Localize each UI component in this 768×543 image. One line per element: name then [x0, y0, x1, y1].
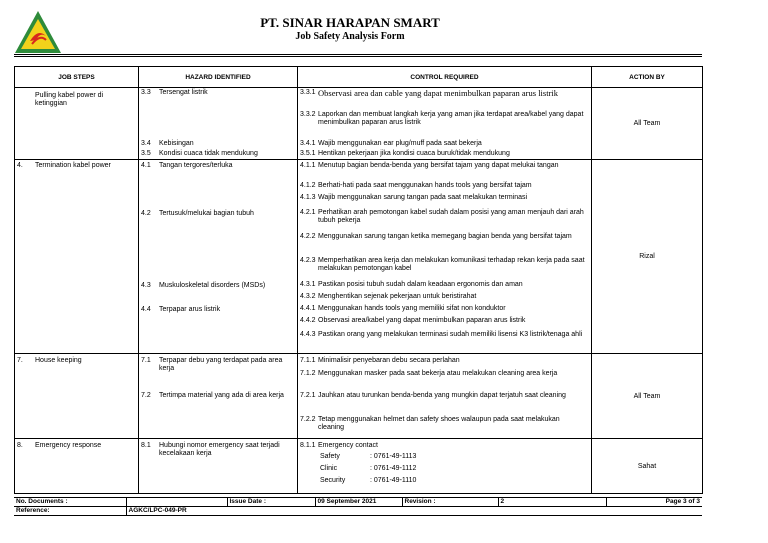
- table-row: 4. Termination kabel power 4.1 Tangan tergores/terluka 4.2 Tertusuk/melukai bagian tubuh 4.3 Muskuloskeletal disorders (MSDs) 4.4 Terpapar arus listrik 4.1.1 Menutup bagian benda-benda yang bersifat tajam yang dapat melukai tangan 4.1.2 Berhati-hati pada saat menggunakan hands tools yang bersifat tajam 4.1.3 Wajib menggunakan sarung tangan pada saat melakukan terminasi 4.2.1 Perhatikan arah pemotongan kabel sudah dalam posisi yang aman menjauh dari arah tubuh pekerja 4.2.2 Menggunakan sarung tangan ketika memegang bagian benda yang bersifat tajam 4.2.3 Memperhatikan area kerja dan melakukan komunikasi terhadap rekan kerja pada saat melakukan pemotongan kabel 4.3.1 Pastikan posisi tubuh sudah dalam keadaan ergonomis dan aman 4.3.2 Menghentikan sejenak pekerjaan untuk beristirahat 4.4.1 Menggunakan hands tools yang memiliki sifat non konduktor 4.4.2 Observasi area/kabel yang dapat menimbulkan paparan arus listrik 4.4.3 Pastikan orang yang melakukan terminasi sudah memiliki lisensi K3 listrik/tenaga ahli Rizal: [15, 160, 703, 354]
- hazard-item: Tertimpa material yang ada di area kerja: [159, 392, 284, 399]
- control-item: Menutup bagian benda-benda yang bersifat tajam yang dapat melukai tangan: [318, 162, 559, 169]
- jsa-table: [14, 66, 703, 494]
- company-name: PT. SINAR HARAPAN SMART: [260, 15, 440, 30]
- job-step: Emergency response: [35, 442, 102, 449]
- hazard-item: Terpapar arus listrik: [159, 306, 221, 313]
- revision-label: Revision :: [402, 498, 498, 507]
- job-step: House keeping: [35, 357, 82, 364]
- action-by: Rizal: [592, 160, 703, 354]
- control-item: Observasi area dan cable yang dapat menimbulkan paparan arus listrik: [318, 88, 559, 98]
- contact-label: Security: [320, 477, 346, 484]
- hazard-item: Kebisingan: [159, 140, 194, 147]
- hazard-item: Kondisi cuaca tidak mendukung: [159, 150, 258, 157]
- table-row: Pulling kabel power di ketinggian 3.3 Tersengat listrik 3.4 Kebisingan 3.5 Kondisi cuaca tidak mendukung 3.3.1 Observasi area dan cable yang dapat menimbulkan paparan arus listrik 3.3.2 Laporkan dan membuat langkah kerja yang aman jika terdapat area/kabel yang dapat menimbulkan paparan arus listrik 3.4.1 Wajib menggunakan ear plug/muff pada saat bekerja 3.5.1 Hentikan pekerjaan jika kondisi cuaca buruk/tidak mendukung All Team: [15, 88, 703, 160]
- reference-label: Reference:: [14, 507, 126, 516]
- col-control: CONTROL REQUIRED: [298, 67, 592, 88]
- hazard-item: Terpapar debu yang terdapat pada area kerja: [159, 357, 283, 372]
- control-item: Wajib menggunakan sarung tangan pada saat melakukan terminasi: [318, 194, 528, 201]
- page-number: Page 3 of 3: [606, 498, 702, 507]
- control-item: Perhatikan arah pemotongan kabel sudah dalam posisi yang aman menjauh dari arah tubuh pekerja: [318, 209, 584, 224]
- job-step: Pulling kabel power di ketinggian: [35, 92, 104, 107]
- control-item: Minimalisir penyebaran debu secara perlahan: [318, 357, 460, 364]
- col-job-steps: JOB STEPS: [15, 67, 139, 88]
- hazard-item: Tangan tergores/terluka: [159, 162, 233, 169]
- control-item: Pastikan posisi tubuh sudah dalam keadaan ergonomis dan aman: [318, 281, 523, 288]
- control-item: Hentikan pekerjaan jika kondisi cuaca buruk/tidak mendukung: [318, 150, 510, 157]
- action-by: All Team: [592, 88, 703, 160]
- doc-number-label: No. Documents :: [14, 498, 126, 507]
- control-item: Berhati-hati pada saat menggunakan hands tools yang bersifat tajam: [318, 182, 532, 189]
- contact-number: : 0761-49-1113: [370, 453, 417, 460]
- form-title: Job Safety Analysis Form: [295, 31, 405, 42]
- document-footer: [14, 497, 702, 516]
- issue-date-label: Issue Date :: [227, 498, 315, 507]
- col-hazard: HAZARD IDENTIFIED: [139, 67, 298, 88]
- hazard-item: Muskuloskeletal disorders (MSDs): [159, 282, 266, 289]
- hazard-item: Tersengat listrik: [159, 89, 208, 96]
- control-item: Wajib menggunakan ear plug/muff pada saat bekerja: [318, 140, 482, 147]
- control-item: Emergency contact: [318, 442, 378, 449]
- control-item: Tetap menggunakan helmet dan safety shoes walaupun pada saat melakukan cleaning: [318, 416, 560, 431]
- control-item: Menggunakan sarung tangan ketika memegang bagian benda yang bersifat tajam: [318, 233, 572, 240]
- action-by: Sahat: [592, 439, 703, 494]
- action-by: All Team: [592, 354, 703, 439]
- hazard-item: Hubungi nomor emergency saat terjadi kecelakaan kerja: [159, 442, 280, 457]
- control-item: Observasi area/kabel yang dapat menimbulkan paparan arus listrik: [318, 317, 526, 324]
- doc-number-value: [126, 498, 227, 507]
- control-item: Pastikan orang yang melakukan terminasi sudah memiliki lisensi K3 listrik/tenaga ahli: [318, 331, 583, 338]
- control-item: Menggunakan masker pada saat bekerja atau melakukan cleaning area kerja: [318, 370, 558, 377]
- col-action-by: ACTION BY: [592, 67, 703, 88]
- control-item: Jauhkan atau turunkan benda-benda yang mungkin dapat terjatuh saat cleaning: [318, 392, 566, 399]
- table-row: 8. Emergency response 8.1 Hubungi nomor emergency saat terjadi kecelakaan kerja 8.1.1 Emergency contact Safety : 0761-49-1113 Clinic : 0761-49-1112 Security : 0761-49-1110 Sahat: [15, 439, 703, 494]
- hazard-item: Tertusuk/melukai bagian tubuh: [159, 210, 254, 217]
- issue-date-value: 09 September 2021: [315, 498, 402, 507]
- control-item: Memperhatikan area kerja dan melakukan komunikasi terhadap rekan kerja pada saat melakukan pemotongan kabel: [318, 257, 585, 272]
- contact-label: Clinic: [320, 465, 338, 472]
- contact-number: : 0761-49-1110: [370, 477, 417, 484]
- control-item: Menggunakan hands tools yang memiliki sifat non konduktor: [318, 305, 506, 312]
- header-divider-2: [14, 56, 702, 57]
- control-item: Menghentikan sejenak pekerjaan untuk beristirahat: [318, 293, 477, 300]
- table-row: 7. House keeping 7.1 Terpapar debu yang terdapat pada area kerja 7.2 Tertimpa material yang ada di area kerja 7.1.1 Minimalisir penyebaran debu secara perlahan 7.1.2 Menggunakan masker pada saat bekerja atau melakukan cleaning area kerja 7.2.1 Jauhkan atau turunkan benda-benda yang mungkin dapat terjatuh saat cleaning 7.2.2 Tetap menggunakan helmet dan safety shoes walaupun pada saat melakukan cleaning All Team: [15, 354, 703, 439]
- job-step: Termination kabel power: [35, 162, 111, 169]
- revision-value: 2: [498, 498, 606, 507]
- header-divider: [14, 54, 702, 55]
- contact-number: : 0761-49-1112: [370, 465, 417, 472]
- reference-value: AGKC/LPC-049-PR: [126, 507, 702, 516]
- control-item: Laporkan dan membuat langkah kerja yang aman jika terdapat area/kabel yang dapat menimbulkan paparan arus listrik: [318, 111, 584, 126]
- contact-label: Safety: [320, 453, 340, 460]
